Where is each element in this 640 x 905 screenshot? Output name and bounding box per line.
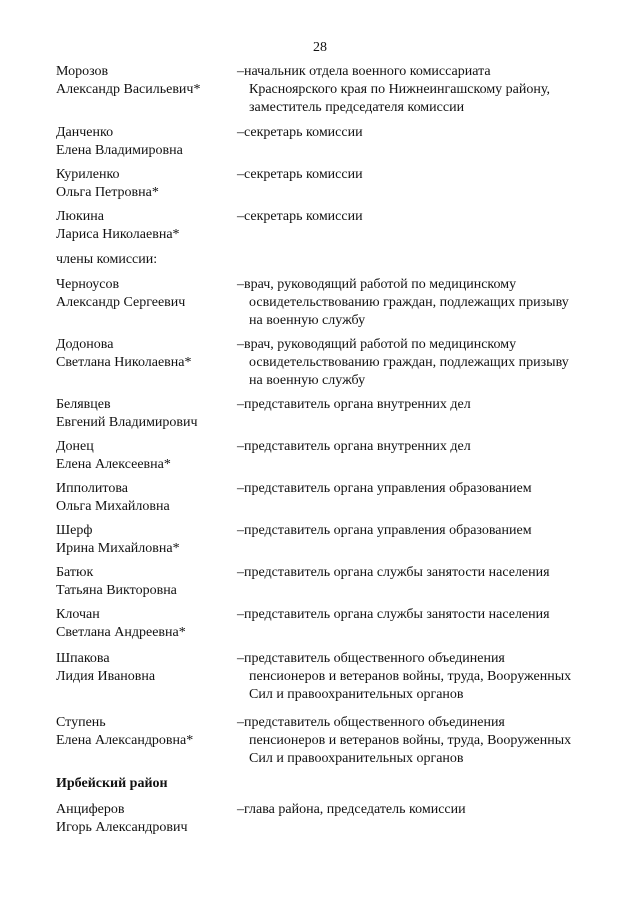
member-given-names: Ольга Петровна*: [56, 185, 159, 200]
member-given-names: Елена Алексеевна*: [56, 457, 171, 472]
member-surname: Додонова: [56, 337, 114, 352]
member-surname: Батюк: [56, 565, 94, 580]
role-line: освидетельствованию граждан, подлежащих призыву: [249, 355, 569, 370]
member-name: [56, 650, 236, 686]
member-role: [237, 480, 597, 498]
member-surname: Ступень: [56, 715, 106, 730]
role-line: – представитель органа службы занятости населения: [237, 606, 597, 624]
member-given-names: Игорь Александрович: [56, 820, 188, 835]
role-line: – начальник отдела военного комиссариата: [237, 63, 597, 81]
member-given-names: Светлана Андреевна*: [56, 625, 186, 640]
member-given-names: Светлана Николаевна*: [56, 355, 192, 370]
member-surname: Белявцев: [56, 397, 111, 412]
role-line: Сил и правоохранительных органов: [249, 687, 464, 702]
member-role: [237, 336, 597, 390]
role-line: – секретарь комиссии: [237, 208, 597, 226]
member-name: [56, 396, 236, 432]
member-surname: Куриленко: [56, 167, 120, 182]
member-role: [237, 801, 597, 819]
member-role: [237, 522, 597, 540]
role-line: заместитель председателя комиссии: [249, 100, 465, 115]
member-name: [56, 336, 236, 372]
member-name: [56, 438, 236, 474]
member-name: [56, 714, 236, 750]
role-line: – секретарь комиссии: [237, 124, 597, 142]
member-name: [56, 276, 236, 312]
role-line: – глава района, председатель комиссии: [237, 801, 597, 819]
member-name: [56, 480, 236, 516]
role-line: Красноярского края по Нижнеингашскому району,: [249, 82, 550, 97]
member-surname: Данченко: [56, 125, 114, 140]
member-role: [237, 396, 597, 414]
member-role: [237, 650, 597, 704]
member-name: [56, 801, 236, 837]
member-surname: Люкина: [56, 209, 104, 224]
member-surname: Ипполитова: [56, 481, 128, 496]
member-surname: Анциферов: [56, 802, 125, 817]
member-name: [56, 166, 236, 202]
member-role: [237, 124, 597, 142]
role-line: освидетельствованию граждан, подлежащих призыву: [249, 295, 569, 310]
member-name: [56, 606, 236, 642]
role-line: Сил и правоохранительных органов: [249, 751, 464, 766]
member-role: [237, 63, 597, 117]
member-given-names: Ирина Михайловна*: [56, 541, 180, 556]
member-role: [237, 438, 597, 456]
member-name: [56, 124, 236, 160]
member-surname: Клочан: [56, 607, 100, 622]
role-line: пенсионеров и ветеранов войны, труда, Вооруженных: [249, 669, 572, 684]
member-surname: Шпакова: [56, 651, 110, 666]
member-role: [237, 208, 597, 226]
role-line: – врач, руководящий работой по медицинскому: [237, 336, 597, 354]
member-name: [56, 63, 236, 99]
role-line: – представитель органа внутренних дел: [237, 396, 597, 414]
member-role: [237, 606, 597, 624]
member-given-names: Александр Сергеевич: [56, 295, 186, 310]
member-role: [237, 276, 597, 330]
role-line: – врач, руководящий работой по медицинскому: [237, 276, 597, 294]
member-surname: Шерф: [56, 523, 93, 538]
member-name: [56, 522, 236, 558]
member-surname: Черноусов: [56, 277, 120, 292]
member-surname: Донец: [56, 439, 94, 454]
member-given-names: Татьяна Викторовна: [56, 583, 177, 598]
role-line: на военную службу: [249, 373, 366, 388]
member-given-names: Евгений Владимирович: [56, 415, 198, 430]
member-name: [56, 208, 236, 244]
role-line: пенсионеров и ветеранов войны, труда, Вооруженных: [249, 733, 572, 748]
member-surname: Морозов: [56, 64, 109, 79]
role-line: – представитель органа управления образованием: [237, 522, 597, 540]
role-line: – представитель органа внутренних дел: [237, 438, 597, 456]
member-role: [237, 564, 597, 582]
member-name: [56, 564, 236, 600]
role-line: – представитель органа управления образованием: [237, 480, 597, 498]
member-role: [237, 166, 597, 184]
member-given-names: Ольга Михайловна: [56, 499, 170, 514]
member-given-names: Лариса Николаевна*: [56, 227, 180, 242]
page-number: 28: [313, 40, 327, 55]
role-line: – представитель общественного объединения: [237, 650, 597, 668]
member-given-names: Лидия Ивановна: [56, 669, 156, 684]
district-heading: Ирбейский район: [56, 776, 168, 791]
members-label: члены комиссии:: [56, 252, 158, 267]
role-line: – представитель органа службы занятости населения: [237, 564, 597, 582]
member-given-names: Александр Васильевич*: [56, 82, 201, 97]
member-role: [237, 714, 597, 768]
role-line: на военную службу: [249, 313, 366, 328]
member-given-names: Елена Владимировна: [56, 143, 183, 158]
role-line: – представитель общественного объединения: [237, 714, 597, 732]
role-line: – секретарь комиссии: [237, 166, 597, 184]
member-given-names: Елена Александровна*: [56, 733, 194, 748]
